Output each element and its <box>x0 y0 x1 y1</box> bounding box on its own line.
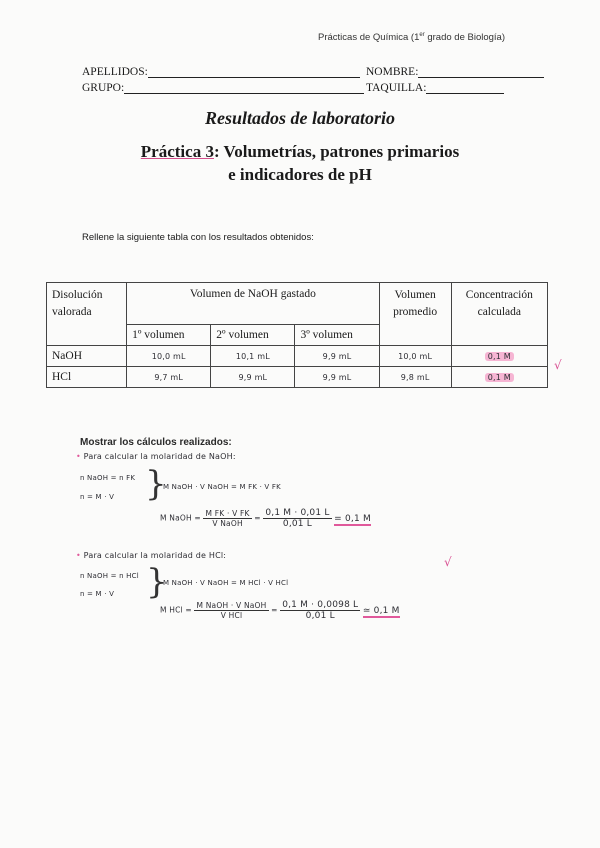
cell-conc[interactable] <box>451 367 547 388</box>
calc1-intro: • Para calcular la molaridad de NaOH: <box>76 452 236 461</box>
course-header <box>318 32 505 43</box>
calc1-frac-num: M FK · V FK <box>205 509 250 518</box>
results-table <box>46 282 548 388</box>
nombre-line[interactable] <box>418 66 544 78</box>
nombre-label: NOMBRE: <box>366 66 419 78</box>
calc2-frac-values <box>280 600 360 621</box>
course-text: Prácticas de Química (1 <box>318 32 420 44</box>
apellidos-line[interactable] <box>148 66 360 78</box>
header-promedio: Volumen promedio <box>379 283 451 346</box>
calc1-intro-text: Para calcular la molaridad de NaOH: <box>83 452 236 461</box>
calc2-frac-num: M NaOH · V NaOH <box>196 601 267 610</box>
taquilla-label: TAQUILLA: <box>366 82 427 94</box>
checkmark-icon: √ <box>444 555 452 569</box>
cell-v3[interactable] <box>295 367 379 388</box>
cell-v2-value: 9,9 mL <box>238 373 268 382</box>
subheader-vol3: 3º volumen <box>295 325 379 346</box>
cell-v1[interactable] <box>127 346 211 367</box>
calc2-eq3: M NaOH · V NaOH = M HCl · V HCl <box>163 579 289 587</box>
practice-number: Práctica 3 <box>140 142 214 161</box>
calc1-num-val: 0,1 M · 0,01 L <box>265 508 330 518</box>
row-name: NaOH <box>47 346 127 367</box>
calc1-frac-den: V NaOH <box>212 519 243 528</box>
grupo-label: GRUPO: <box>82 82 125 94</box>
taquilla-line[interactable] <box>426 82 504 94</box>
cell-avg[interactable] <box>379 367 451 388</box>
header-disolucion: Disolución valorada <box>47 283 127 346</box>
cell-v3[interactable] <box>295 346 379 367</box>
calc1-result: = 0,1 M <box>334 513 371 524</box>
grupo-field[interactable] <box>82 82 364 94</box>
course-sup: er <box>419 32 425 38</box>
subtitle-line1 <box>0 140 600 163</box>
calc2-frac-den: V HCl <box>220 611 243 620</box>
cell-v1[interactable] <box>127 367 211 388</box>
calc1-den-val: 0,01 L <box>282 519 313 529</box>
cell-v2[interactable] <box>211 367 295 388</box>
taquilla-field[interactable] <box>366 82 504 94</box>
calc2-num-val: 0,1 M · 0,0098 L <box>282 600 359 610</box>
title-block <box>0 108 600 129</box>
calc2-intro: • Para calcular la molaridad de HCl: <box>76 551 227 560</box>
calc2-result: ≃ 0,1 M <box>362 605 400 616</box>
calc2-formula: M HCl = $\frac{\text{M NaOH · V NaOH}}{\text{V HCl}}$ = $\frac{0,1 M \cdot 0,0098 L}{0,01 L}$ ≃ 0,1 M <box>160 600 400 621</box>
calc2-eq1: n NaOH = n HCl <box>80 572 139 580</box>
cell-avg[interactable] <box>379 346 451 367</box>
cell-conc-value: 0,1 M <box>485 352 514 361</box>
subtitle-line2: e indicadores de pH <box>228 165 372 184</box>
table-header-row <box>47 283 548 325</box>
calc-heading: Mostrar los cálculos realizados: <box>80 437 232 448</box>
header-volumen-gastado: Volumen de NaOH gastado <box>127 283 380 325</box>
brace-icon: } <box>146 562 168 602</box>
row-name: HCl <box>47 367 127 388</box>
cell-conc-value: 0,1 M <box>485 373 514 382</box>
subtitle-text: : Volumetrías, patrones primarios <box>213 142 460 161</box>
calc1-formula: M NaOH = $\frac{\text{M FK · V FK}}{\text{V NaOH}}$ = $\frac{0,1 M \cdot 0,01 L}{0,01 L}$ = 0,1 M <box>160 508 371 529</box>
cell-avg-value: 9,8 mL <box>400 373 430 382</box>
calc1-eq3: M NaOH · V NaOH = M FK · V FK <box>163 483 281 491</box>
cell-v3-value: 9,9 mL <box>322 373 352 382</box>
cell-v3-value: 9,9 mL <box>322 352 352 361</box>
apellidos-label: APELLIDOS: <box>82 66 148 78</box>
cell-v2[interactable] <box>211 346 295 367</box>
cell-avg-value: 10,0 mL <box>398 352 433 361</box>
course-text-end: grado de Biología) <box>424 32 505 44</box>
calc2-den-val: 0,01 L <box>305 611 335 621</box>
checkmark-icon: √ <box>554 358 562 372</box>
subheader-vol1: 1º volumen <box>127 325 211 346</box>
calc2-frac <box>194 601 268 620</box>
calc1-eq2: n = M · V <box>80 493 115 501</box>
calc1-frac <box>203 509 251 528</box>
cell-v1-value: 9,7 mL <box>154 373 184 382</box>
apellidos-field[interactable] <box>82 66 360 78</box>
page-title: Resultados de laboratorio <box>204 108 396 128</box>
instruction-text: Rellene la siguiente tabla con los resultados obtenidos: <box>82 232 314 243</box>
cell-conc[interactable] <box>451 346 547 367</box>
table-row <box>47 367 548 388</box>
grupo-line[interactable] <box>124 82 364 94</box>
calc2-lhs: M HCl = <box>160 605 192 615</box>
calc1-lhs: M NaOH = <box>160 513 201 523</box>
calc1-frac-values <box>263 508 331 529</box>
nombre-field[interactable] <box>366 66 544 78</box>
cell-v2-value: 10,1 mL <box>235 352 270 361</box>
subtitle-block <box>0 140 600 186</box>
header-concentracion: Concentración calculada <box>451 283 547 346</box>
calc2-eq2: n = M · V <box>80 590 115 598</box>
subheader-vol2: 2º volumen <box>211 325 295 346</box>
calc1-eq1: n NaOH = n FK <box>80 474 136 482</box>
cell-v1-value: 10,0 mL <box>151 352 186 361</box>
brace-icon: } <box>145 464 167 504</box>
table-row <box>47 346 548 367</box>
calc2-intro-text: Para calcular la molaridad de HCl: <box>83 551 227 560</box>
